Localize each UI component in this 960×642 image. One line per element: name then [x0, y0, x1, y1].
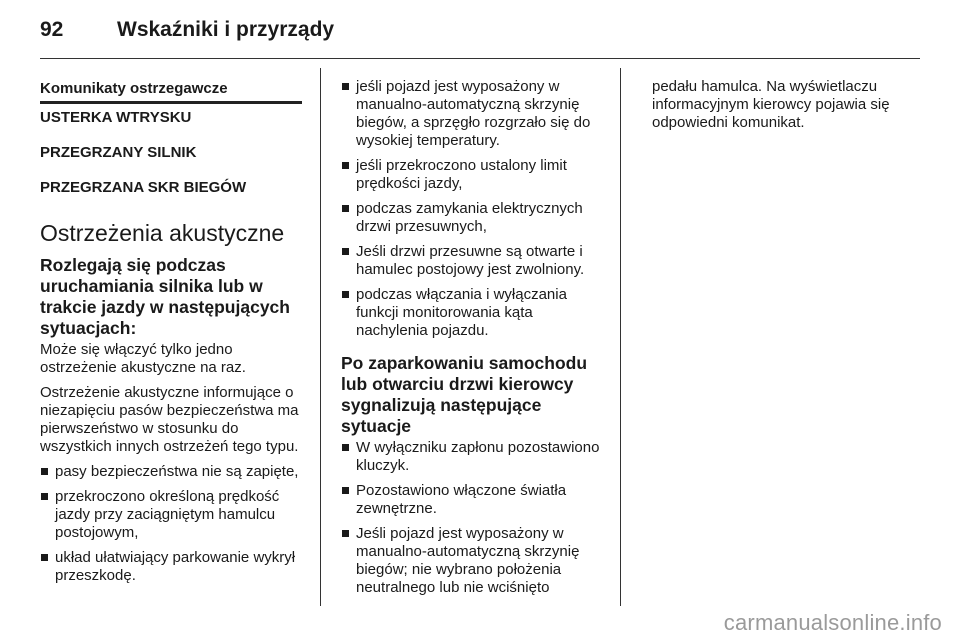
list-item	[40, 463, 302, 481]
list-item	[341, 157, 605, 193]
paragraph: Ostrzeżenie akustyczne informujące o niezapięciu pasów bezpieczeństwa ma pierwszeństwo w stosunku do wszystkich innych ostrzeżeń tego typu.	[40, 384, 299, 455]
warning-message: PRZEGRZANA SKR BIEGÓW	[40, 179, 247, 196]
list-item	[341, 286, 605, 340]
list-item	[40, 549, 302, 585]
list-item-text: układ ułatwiający parkowanie wykrył przeszkodę.	[55, 549, 296, 584]
subheading-engine-start-driving: Rozlegają się podczas uruchamiania silnika lub w trakcie jazdy w następujących sytuacjach:	[40, 255, 290, 338]
bullet-square-icon	[342, 291, 349, 298]
heading-acoustic-warnings: Ostrzeżenia akustyczne	[40, 220, 285, 246]
column-3	[652, 78, 914, 139]
bullet-square-icon	[41, 468, 48, 475]
page-number: 92	[40, 18, 64, 41]
bullet-square-icon	[342, 205, 349, 212]
list-item	[341, 243, 605, 279]
bullet-square-icon	[41, 493, 48, 500]
page-title: Wskaźniki i przyrządy	[117, 18, 335, 41]
list-item-text: Pozostawiono włączone światła zewnętrzne.	[356, 482, 567, 517]
bullet-square-icon	[342, 162, 349, 169]
warning-message: PRZEGRZANY SILNIK	[40, 144, 197, 161]
list-item-text: W wyłączniku zapłonu pozostawiono kluczyk.	[356, 439, 600, 474]
list-item-text: jeśli pojazd jest wyposażony w manualno-automatyczną skrzynię biegów, a sprzęgło rozgrzało się do wysokiej temperatury.	[356, 78, 591, 149]
bullet-list	[341, 439, 605, 597]
column-divider	[320, 68, 321, 606]
list-item	[341, 482, 605, 518]
column-divider	[620, 68, 621, 606]
list-item	[341, 439, 605, 475]
list-item-text: Jeśli pojazd jest wyposażony w manualno-automatyczną skrzynię biegów; nie wybrano położenia neutralnego lub nie wciśnięto	[356, 525, 580, 596]
subheading-after-parking: Po zaparkowaniu samochodu lub otwarciu drzwi kierowcy sygnalizują następujące sytuacje	[341, 353, 588, 436]
list-item	[341, 200, 605, 236]
list-item-text: jeśli przekroczono ustalony limit prędkości jazdy,	[356, 157, 567, 192]
list-item-text: Jeśli drzwi przesuwne są otwarte i hamulec postojowy jest zwolniony.	[356, 243, 585, 278]
bullet-list	[341, 78, 605, 340]
list-item-text: podczas włączania i wyłączania funkcji monitorowania kąta nachylenia pojazdu.	[356, 286, 567, 339]
list-item	[341, 525, 605, 597]
paragraph: Może się włączyć tylko jedno ostrzeżenie akustyczne na raz.	[40, 341, 246, 376]
watermark: carmanualsonline.info	[723, 610, 942, 635]
column-1	[40, 78, 302, 592]
bullet-square-icon	[342, 444, 349, 451]
list-item	[40, 488, 302, 542]
warning-message: USTERKA WTRYSKU	[40, 109, 192, 126]
page-header	[40, 0, 920, 59]
paragraph: pedału hamulca. Na wyświetlaczu informacyjnym kierowcy pojawia się odpowiedni komunikat.	[652, 78, 890, 131]
list-item	[341, 78, 605, 150]
bullet-square-icon	[342, 248, 349, 255]
bullet-square-icon	[342, 530, 349, 537]
list-item-text: pasy bezpieczeństwa nie są zapięte,	[55, 463, 299, 480]
section-heading-warning-messages: Komunikaty ostrzegawcze	[40, 78, 302, 104]
list-item-text: przekroczono określoną prędkość jazdy przy zaciągniętym hamulcu postojowym,	[55, 488, 280, 541]
bullet-square-icon	[342, 487, 349, 494]
bullet-square-icon	[41, 554, 48, 561]
list-item-text: podczas zamykania elektrycznych drzwi przesuwnych,	[356, 200, 583, 235]
column-2	[341, 78, 605, 604]
bullet-square-icon	[342, 83, 349, 90]
bullet-list	[40, 463, 302, 585]
